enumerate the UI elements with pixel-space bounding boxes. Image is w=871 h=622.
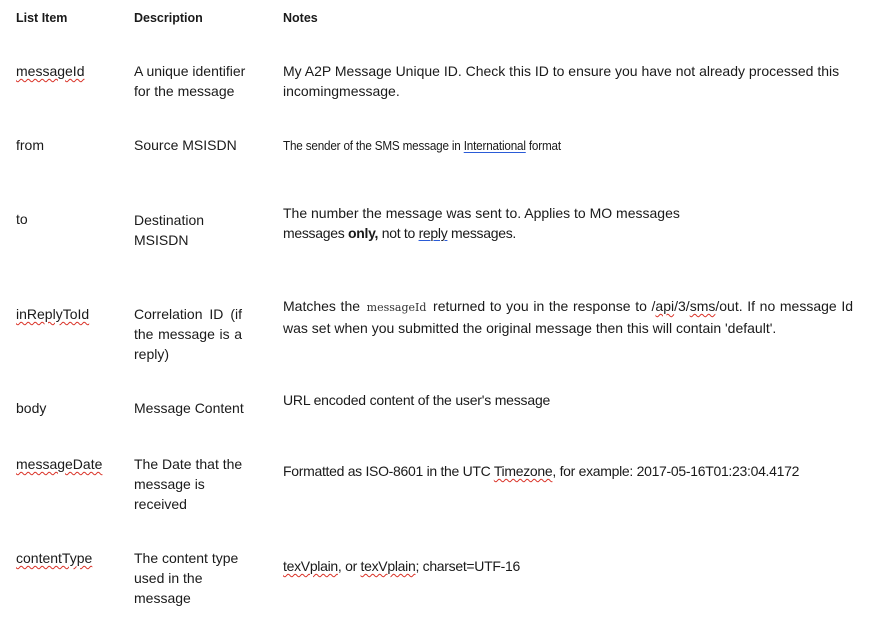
notes-line: messages only, not to reply messages. <box>283 225 517 241</box>
notes-text: format <box>525 138 561 153</box>
row-from-notes <box>283 135 861 156</box>
row-messageid-notes: My A2P Message Unique ID. Check this ID to ensure you have not already processed this incomingmessage. <box>283 63 840 99</box>
notes-timezone: Timezone <box>493 463 553 479</box>
row-messagedate-item <box>16 454 128 474</box>
notes-bold: only, <box>348 225 379 241</box>
row-contenttype-description: The content type used in the message <box>134 550 239 606</box>
row-inreplytoid-notes: Matches the messageId returned to you in the response to /api/3/sms/out. If no message Id was set when you submitted the original message then this will contain 'default'. <box>283 298 853 336</box>
notes-link-international: International <box>463 138 526 153</box>
header-list-item: List Item <box>16 11 68 25</box>
notes-link-reply: reply <box>418 225 448 241</box>
row-contenttype-notes: texVplain, or texVplain; charset=UTF-16 <box>283 558 520 574</box>
row-body-description: Message Content <box>134 400 244 416</box>
row-messagedate-notes: Formatted as ISO-8601 in the UTC Timezone, for example: 2017-05-16T01:23:04.4172 <box>283 463 800 479</box>
item-name: inReplyToId <box>16 306 90 322</box>
header-description: Description <box>134 11 203 25</box>
row-inreplytoid-item <box>16 304 128 324</box>
row-body-notes: URL encoded content of the user's message <box>283 392 551 408</box>
item-name: contentType <box>16 550 93 566</box>
row-body-item: body <box>16 400 47 416</box>
item-name: messageId <box>16 63 85 79</box>
item-name: messageDate <box>16 456 103 472</box>
notes-text: The sender of the SMS message in <box>283 138 464 153</box>
row-contenttype-item <box>16 548 128 568</box>
row-messageid-item <box>16 61 128 81</box>
row-messagedate-description: The Date that the message is received <box>134 456 243 512</box>
row-from-item: from <box>16 137 44 153</box>
row-to-description: Destination MSISDN <box>134 212 205 248</box>
row-to-item: to <box>16 211 28 227</box>
code-messageid: messageId <box>366 301 427 314</box>
header-notes: Notes <box>283 11 318 25</box>
row-to-notes <box>283 203 861 243</box>
row-messageid-description: A unique identifier for the message <box>134 63 246 99</box>
row-inreplytoid-description: Correlation ID (if the message is a reply) <box>134 306 242 362</box>
notes-line: The number the message was sent to. Applies to MO messages <box>283 205 680 221</box>
row-from-description: Source MSISDN <box>134 137 237 153</box>
